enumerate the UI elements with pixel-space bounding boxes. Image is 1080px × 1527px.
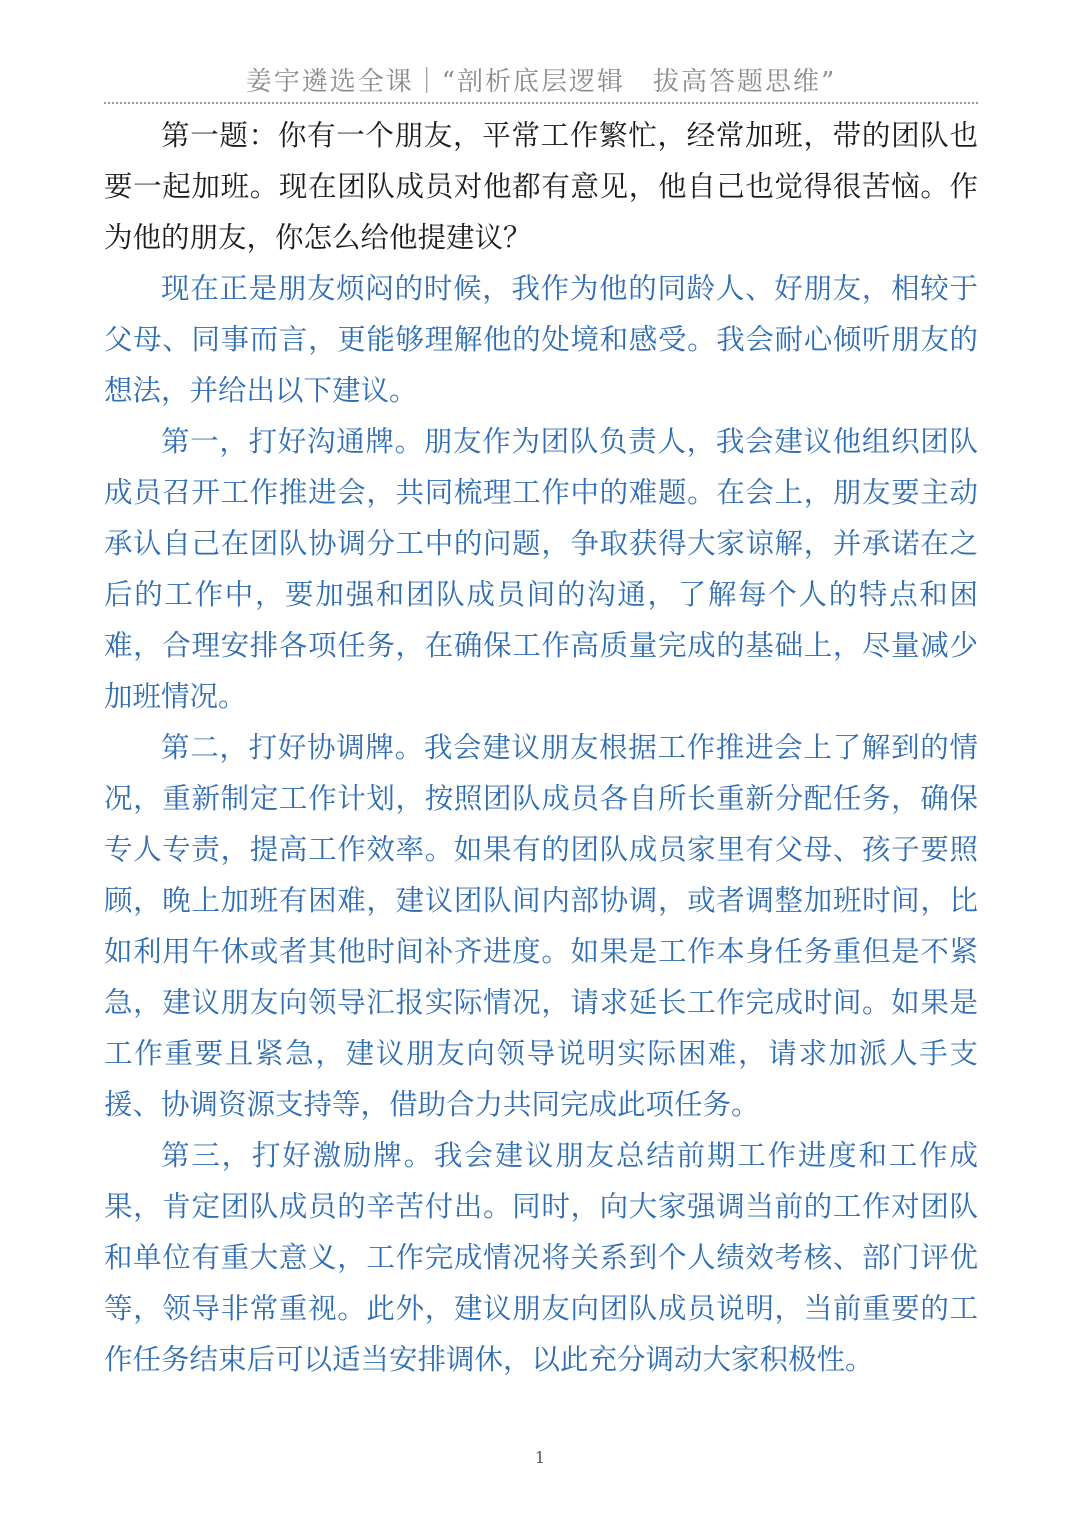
question-paragraph: 第一题：你有一个朋友，平常工作繁忙，经常加班，带的团队也要一起加班。现在团队成员对他都有意见，他自己也觉得很苦恼。作为他的朋友，你怎么给他提建议？ <box>104 119 978 254</box>
page-number: 1 <box>534 1448 546 1467</box>
page-header: 姜宇遴选全课｜“剖析底层逻辑 拔高答题思维” <box>245 67 837 97</box>
document-body <box>104 110 978 1385</box>
answer-paragraph-motivation: 第三，打好激励牌。我会建议朋友总结前期工作进度和工作成果，肯定团队成员的辛苦付出。同时，向大家强调当前的工作对团队和单位有重大意义，工作完成情况将关系到个人绩效考核、部门评优等，领导非常重视。此外，建议朋友向团队成员说明，当前重要的工作任务结束后可以适当安排调休，以此充分调动大家积极性。 <box>104 1139 978 1376</box>
header-divider <box>104 102 978 104</box>
answer-paragraph-intro: 现在正是朋友烦闷的时候，我作为他的同龄人、好朋友，相较于父母、同事而言，更能够理解他的处境和感受。我会耐心倾听朋友的想法，并给出以下建议。 <box>104 272 978 407</box>
answer-paragraph-coordination: 第二，打好协调牌。我会建议朋友根据工作推进会上了解到的情况，重新制定工作计划，按照团队成员各自所长重新分配任务，确保专人专责，提高工作效率。如果有的团队成员家里有父母、孩子要照顾，晚上加班有困难，建议团队间内部协调，或者调整加班时间，比如利用午休或者其他时间补齐进度。如果是工作本身任务重但是不紧急，建议朋友向领导汇报实际情况，请求延长工作完成时间。如果是工作重要且紧急，建议朋友向领导说明实际困难，请求加派人手支援、协调资源支持等，借助合力共同完成此项任务。 <box>104 731 978 1121</box>
answer-paragraph-communication: 第一，打好沟通牌。朋友作为团队负责人，我会建议他组织团队成员召开工作推进会，共同梳理工作中的难题。在会上，朋友要主动承认自己在团队协调分工中的问题，争取获得大家谅解，并承诺在之后的工作中，要加强和团队成员间的沟通，了解每个人的特点和困难，合理安排各项任务，在确保工作高质量完成的基础上，尽量减少加班情况。 <box>104 425 978 713</box>
